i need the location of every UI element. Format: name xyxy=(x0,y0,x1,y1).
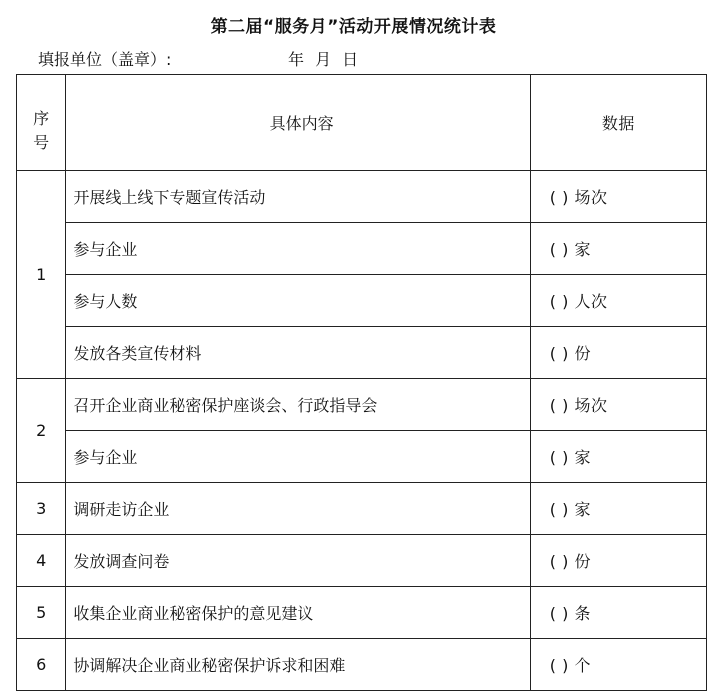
row-number: 5 xyxy=(17,587,66,639)
table-row xyxy=(17,275,707,327)
row-content: 开展线上线下专题宣传活动 xyxy=(66,171,530,223)
table-row xyxy=(17,431,707,483)
row-number: 6 xyxy=(17,639,66,691)
page-title: 第二届“服务月”活动开展情况统计表 xyxy=(210,17,497,37)
table-row xyxy=(17,379,707,431)
row-content: 收集企业商业秘密保护的意见建议 xyxy=(66,587,530,639)
header-number xyxy=(17,75,66,171)
table-row xyxy=(17,587,707,639)
statistics-table xyxy=(16,74,707,691)
row-content: 参与企业 xyxy=(66,431,530,483)
header-number-line1: 序 xyxy=(33,108,50,128)
row-content: 协调解决企业商业秘密保护诉求和困难 xyxy=(66,639,530,691)
row-content: 召开企业商业秘密保护座谈会、行政指导会 xyxy=(66,379,530,431)
row-content: 发放调查问卷 xyxy=(66,535,530,587)
row-number: 1 xyxy=(17,171,66,379)
row-number: 4 xyxy=(17,535,66,587)
row-data-field[interactable]: ( ) 人次 xyxy=(530,275,706,327)
table-row xyxy=(17,535,707,587)
row-content: 参与企业 xyxy=(66,223,530,275)
table-row xyxy=(17,327,707,379)
row-data-field[interactable]: ( ) 家 xyxy=(530,431,706,483)
row-data-field[interactable]: ( ) 条 xyxy=(530,587,706,639)
table-row xyxy=(17,223,707,275)
table-row xyxy=(17,639,707,691)
table-row xyxy=(17,171,707,223)
row-data-field[interactable]: ( ) 个 xyxy=(530,639,706,691)
row-data-field[interactable]: ( ) 场次 xyxy=(530,379,706,431)
row-data-field[interactable]: ( ) 家 xyxy=(530,483,706,535)
header-number-line2: 号 xyxy=(33,132,50,152)
header-content: 具体内容 xyxy=(66,75,530,171)
row-number: 2 xyxy=(17,379,66,483)
row-content: 调研走访企业 xyxy=(66,483,530,535)
table-row xyxy=(17,483,707,535)
row-content: 发放各类宣传材料 xyxy=(66,327,530,379)
table-header-row xyxy=(17,75,707,171)
row-data-field[interactable]: ( ) 场次 xyxy=(530,171,706,223)
header-data: 数据 xyxy=(530,75,706,171)
fill-unit-label: 填报单位（盖章）: xyxy=(38,50,172,69)
row-data-field[interactable]: ( ) 家 xyxy=(530,223,706,275)
row-content: 参与人数 xyxy=(66,275,530,327)
row-data-field[interactable]: ( ) 份 xyxy=(530,327,706,379)
date-label: 年 月 日 xyxy=(288,50,362,69)
row-data-field[interactable]: ( ) 份 xyxy=(530,535,706,587)
row-number: 3 xyxy=(17,483,66,535)
